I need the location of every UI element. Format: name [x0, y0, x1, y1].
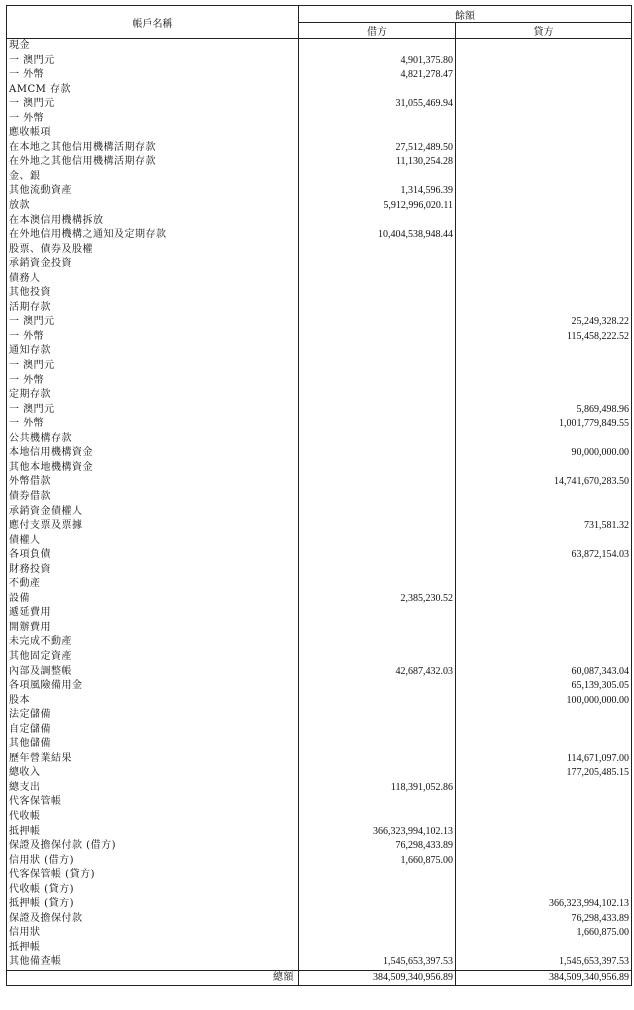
account-name-cell: 定期存款: [7, 388, 299, 403]
account-name-cell: 通知存款: [7, 344, 299, 359]
account-row: [7, 184, 632, 199]
account-name-cell: 抵押帳: [7, 941, 299, 956]
account-row: [7, 155, 632, 170]
debit-cell: 4,821,278.47: [299, 68, 456, 83]
credit-cell: 731,581.32: [456, 519, 632, 534]
account-row: [7, 955, 632, 970]
credit-cell: [456, 199, 632, 214]
account-name-cell: 一 澳門元: [7, 315, 299, 330]
account-row: [7, 461, 632, 476]
account-row: [7, 912, 632, 927]
trial-balance-sheet: [6, 5, 631, 986]
account-name-cell: 活期存款: [7, 301, 299, 316]
account-name-cell: 代收帳: [7, 810, 299, 825]
debit-cell: [299, 868, 456, 883]
account-row: [7, 621, 632, 636]
account-name-cell: 自定儲備: [7, 723, 299, 738]
account-name-cell: 一 澳門元: [7, 359, 299, 374]
account-name-cell: 承銷資金投資: [7, 257, 299, 272]
total-credit: 384,509,340,956.89: [456, 971, 632, 986]
account-name-cell: 內部及調整帳: [7, 665, 299, 680]
debit-cell: [299, 243, 456, 258]
account-name-cell: 一 外幣: [7, 417, 299, 432]
account-row: [7, 781, 632, 796]
account-row: [7, 766, 632, 781]
account-name-cell: 債權人: [7, 534, 299, 549]
debit-cell: 76,298,433.89: [299, 839, 456, 854]
credit-cell: [456, 155, 632, 170]
account-name-cell: 抵押帳 (貸方): [7, 897, 299, 912]
credit-cell: [456, 883, 632, 898]
debit-cell: [299, 272, 456, 287]
debit-cell: 42,687,432.03: [299, 665, 456, 680]
credit-cell: [456, 839, 632, 854]
account-name-cell: 歷年營業結果: [7, 752, 299, 767]
credit-cell: [456, 68, 632, 83]
account-name-cell: 代客保管帳 (貸方): [7, 868, 299, 883]
account-name-cell: 外幣借款: [7, 475, 299, 490]
account-name-cell: 總收入: [7, 766, 299, 781]
credit-cell: [456, 606, 632, 621]
account-row: [7, 170, 632, 185]
account-name-cell: 信用狀: [7, 926, 299, 941]
account-name-cell: 其他本地機構資金: [7, 461, 299, 476]
debit-cell: [299, 214, 456, 229]
account-row: [7, 286, 632, 301]
debit-cell: [299, 359, 456, 374]
debit-cell: [299, 83, 456, 98]
debit-cell: [299, 330, 456, 345]
credit-cell: [456, 257, 632, 272]
account-name-cell: 一 澳門元: [7, 97, 299, 112]
account-row: [7, 257, 632, 272]
account-row: [7, 54, 632, 69]
account-name-cell: 股票、債券及股權: [7, 243, 299, 258]
debit-cell: [299, 170, 456, 185]
credit-cell: 63,872,154.03: [456, 548, 632, 563]
account-name-cell: AMCM 存款: [7, 83, 299, 98]
account-row: [7, 723, 632, 738]
account-row: [7, 839, 632, 854]
credit-cell: 1,660,875.00: [456, 926, 632, 941]
credit-cell: [456, 795, 632, 810]
account-row: [7, 505, 632, 520]
account-name-cell: 其他備查帳: [7, 955, 299, 970]
account-row: [7, 403, 632, 418]
account-name-cell: 財務投資: [7, 563, 299, 578]
credit-cell: [456, 505, 632, 520]
account-row: [7, 272, 632, 287]
account-name-cell: 一 澳門元: [7, 54, 299, 69]
debit-cell: [299, 374, 456, 389]
debit-cell: [299, 694, 456, 709]
debit-cell: [299, 432, 456, 447]
account-row: [7, 228, 632, 243]
credit-cell: 25,249,328.22: [456, 315, 632, 330]
credit-cell: [456, 301, 632, 316]
account-row: [7, 359, 632, 374]
debit-cell: [299, 388, 456, 403]
credit-cell: [456, 737, 632, 752]
account-row: [7, 868, 632, 883]
debit-cell: 31,055,469.94: [299, 97, 456, 112]
credit-cell: 5,869,498.96: [456, 403, 632, 418]
account-row: [7, 301, 632, 316]
debit-cell: [299, 39, 456, 54]
credit-cell: [456, 272, 632, 287]
account-row: [7, 475, 632, 490]
account-name-cell: 設備: [7, 592, 299, 607]
debit-cell: [299, 286, 456, 301]
debit-cell: 10,404,538,948.44: [299, 228, 456, 243]
credit-cell: [456, 723, 632, 738]
account-rows: [7, 39, 632, 971]
debit-cell: [299, 301, 456, 316]
account-row: [7, 592, 632, 607]
account-row: [7, 417, 632, 432]
credit-cell: [456, 39, 632, 54]
debit-cell: [299, 883, 456, 898]
account-row: [7, 883, 632, 898]
account-name-cell: 一 外幣: [7, 68, 299, 83]
debit-cell: [299, 344, 456, 359]
credit-cell: [456, 374, 632, 389]
credit-cell: [456, 708, 632, 723]
account-name-cell: 金、銀: [7, 170, 299, 185]
debit-cell: [299, 257, 456, 272]
credit-cell: [456, 54, 632, 69]
account-name-cell: 一 外幣: [7, 374, 299, 389]
debit-cell: 4,901,375.80: [299, 54, 456, 69]
debit-cell: [299, 810, 456, 825]
account-name-cell: 債務人: [7, 272, 299, 287]
credit-cell: 366,323,994,102.13: [456, 897, 632, 912]
debit-cell: [299, 112, 456, 127]
account-name-cell: 股本: [7, 694, 299, 709]
credit-cell: 177,205,485.15: [456, 766, 632, 781]
credit-cell: [456, 854, 632, 869]
account-row: [7, 534, 632, 549]
credit-cell: 14,741,670,283.50: [456, 475, 632, 490]
debit-cell: 366,323,994,102.13: [299, 825, 456, 840]
account-row: [7, 83, 632, 98]
debit-cell: [299, 315, 456, 330]
credit-cell: [456, 810, 632, 825]
debit-cell: [299, 446, 456, 461]
account-name-cell: 代收帳 (貸方): [7, 883, 299, 898]
credit-cell: [456, 97, 632, 112]
debit-cell: [299, 563, 456, 578]
account-name-cell: 一 外幣: [7, 112, 299, 127]
debit-cell: [299, 126, 456, 141]
debit-cell: [299, 708, 456, 723]
debit-cell: [299, 475, 456, 490]
credit-cell: 90,000,000.00: [456, 446, 632, 461]
account-row: [7, 490, 632, 505]
credit-cell: 76,298,433.89: [456, 912, 632, 927]
account-name-cell: 在外地信用機構之通知及定期存款: [7, 228, 299, 243]
total-label: 總額: [7, 971, 299, 986]
credit-cell: [456, 83, 632, 98]
debit-cell: [299, 650, 456, 665]
credit-cell: [456, 635, 632, 650]
account-name-cell: 其他儲備: [7, 737, 299, 752]
account-row: [7, 199, 632, 214]
account-name-cell: 代客保管帳: [7, 795, 299, 810]
account-row: [7, 854, 632, 869]
account-row: [7, 926, 632, 941]
credit-header: 貸方: [456, 23, 632, 39]
debit-cell: [299, 417, 456, 432]
credit-cell: [456, 781, 632, 796]
account-row: [7, 68, 632, 83]
account-name-cell: 其他投資: [7, 286, 299, 301]
debit-header: 借方: [299, 23, 456, 39]
credit-cell: [456, 461, 632, 476]
credit-cell: [456, 184, 632, 199]
debit-cell: [299, 403, 456, 418]
debit-cell: 11,130,254.28: [299, 155, 456, 170]
credit-cell: [456, 592, 632, 607]
credit-cell: 114,671,097.00: [456, 752, 632, 767]
credit-cell: [456, 577, 632, 592]
debit-cell: [299, 548, 456, 563]
credit-cell: [456, 941, 632, 956]
credit-cell: [456, 359, 632, 374]
account-name-cell: 應收帳項: [7, 126, 299, 141]
account-name-cell: 總支出: [7, 781, 299, 796]
debit-cell: 118,391,052.86: [299, 781, 456, 796]
account-row: [7, 752, 632, 767]
account-row: [7, 825, 632, 840]
debit-cell: [299, 766, 456, 781]
debit-cell: [299, 926, 456, 941]
credit-cell: [456, 563, 632, 578]
credit-cell: [456, 650, 632, 665]
debit-cell: 1,314,596.39: [299, 184, 456, 199]
account-row: [7, 606, 632, 621]
account-name-cell: 在本澳信用機構拆放: [7, 214, 299, 229]
account-row: [7, 446, 632, 461]
debit-cell: [299, 461, 456, 476]
credit-cell: 1,545,653,397.53: [456, 955, 632, 970]
account-name-cell: 放款: [7, 199, 299, 214]
account-row: [7, 519, 632, 534]
account-name-cell: 法定儲備: [7, 708, 299, 723]
account-name-cell: 各項風險備用金: [7, 679, 299, 694]
debit-cell: [299, 490, 456, 505]
account-row: [7, 330, 632, 345]
credit-cell: [456, 112, 632, 127]
debit-cell: [299, 505, 456, 520]
debit-cell: [299, 577, 456, 592]
account-row: [7, 679, 632, 694]
account-row: [7, 897, 632, 912]
debit-cell: [299, 534, 456, 549]
debit-cell: 27,512,489.50: [299, 141, 456, 156]
account-row: [7, 126, 632, 141]
credit-cell: [456, 825, 632, 840]
account-name-cell: 保證及擔保付款: [7, 912, 299, 927]
account-name-cell: 不動產: [7, 577, 299, 592]
debit-cell: [299, 519, 456, 534]
debit-cell: [299, 635, 456, 650]
account-row: [7, 810, 632, 825]
account-row: [7, 694, 632, 709]
account-name-cell: 應付支票及票據: [7, 519, 299, 534]
debit-cell: 1,545,653,397.53: [299, 955, 456, 970]
account-row: [7, 39, 632, 54]
credit-cell: 60,087,343.04: [456, 665, 632, 680]
account-row: [7, 141, 632, 156]
total-row: [7, 971, 632, 986]
credit-cell: 1,001,779,849.55: [456, 417, 632, 432]
trial-balance-table: [6, 5, 632, 986]
credit-cell: [456, 243, 632, 258]
account-row: [7, 563, 632, 578]
account-row: [7, 112, 632, 127]
debit-cell: [299, 897, 456, 912]
account-row: [7, 650, 632, 665]
debit-cell: [299, 621, 456, 636]
credit-cell: [456, 214, 632, 229]
debit-cell: [299, 606, 456, 621]
debit-cell: 2,385,230.52: [299, 592, 456, 607]
credit-cell: [456, 170, 632, 185]
balance-header: 餘額: [299, 6, 632, 23]
debit-cell: [299, 795, 456, 810]
account-name-cell: 一 澳門元: [7, 403, 299, 418]
account-name-cell: 在本地之其他信用機構活期存款: [7, 141, 299, 156]
account-name-cell: 抵押帳: [7, 825, 299, 840]
debit-cell: [299, 679, 456, 694]
credit-cell: [456, 388, 632, 403]
debit-cell: [299, 723, 456, 738]
credit-cell: [456, 490, 632, 505]
account-row: [7, 388, 632, 403]
debit-cell: 5,912,996,020.11: [299, 199, 456, 214]
debit-cell: [299, 737, 456, 752]
account-row: [7, 941, 632, 956]
account-name-cell: 各項負債: [7, 548, 299, 563]
account-name-cell: 承銷資金債權人: [7, 505, 299, 520]
account-row: [7, 548, 632, 563]
account-name-cell: 保證及擔保付款 (借方): [7, 839, 299, 854]
credit-cell: [456, 228, 632, 243]
total-debit: 384,509,340,956.89: [299, 971, 456, 986]
account-name-cell: 在外地之其他信用機構活期存款: [7, 155, 299, 170]
account-name-cell: 開辦費用: [7, 621, 299, 636]
account-name-cell: 現金: [7, 39, 299, 54]
account-name-cell: 信用狀 (借方): [7, 854, 299, 869]
credit-cell: [456, 286, 632, 301]
account-name-cell: 未完成不動產: [7, 635, 299, 650]
credit-cell: [456, 141, 632, 156]
credit-cell: [456, 868, 632, 883]
credit-cell: [456, 126, 632, 141]
account-row: [7, 708, 632, 723]
credit-cell: 65,139,305.05: [456, 679, 632, 694]
account-name-cell: 遞延費用: [7, 606, 299, 621]
account-name-cell: 其他流動資產: [7, 184, 299, 199]
account-name-cell: 一 外幣: [7, 330, 299, 345]
credit-cell: [456, 432, 632, 447]
account-row: [7, 577, 632, 592]
account-row: [7, 97, 632, 112]
account-row: [7, 432, 632, 447]
credit-cell: [456, 621, 632, 636]
debit-cell: [299, 941, 456, 956]
account-name-cell: 本地信用機構資金: [7, 446, 299, 461]
account-row: [7, 635, 632, 650]
account-name-cell: 其他固定資產: [7, 650, 299, 665]
debit-cell: 1,660,875.00: [299, 854, 456, 869]
credit-cell: 100,000,000.00: [456, 694, 632, 709]
debit-cell: [299, 912, 456, 927]
debit-cell: [299, 752, 456, 767]
credit-cell: [456, 534, 632, 549]
account-row: [7, 214, 632, 229]
account-row: [7, 344, 632, 359]
account-row: [7, 737, 632, 752]
credit-cell: [456, 344, 632, 359]
account-name-cell: 債券借款: [7, 490, 299, 505]
account-row: [7, 243, 632, 258]
account-name-header: 帳戶名稱: [7, 6, 299, 39]
account-row: [7, 374, 632, 389]
account-row: [7, 665, 632, 680]
credit-cell: 115,458,222.52: [456, 330, 632, 345]
account-name-cell: 公共機構存款: [7, 432, 299, 447]
account-row: [7, 315, 632, 330]
account-row: [7, 795, 632, 810]
